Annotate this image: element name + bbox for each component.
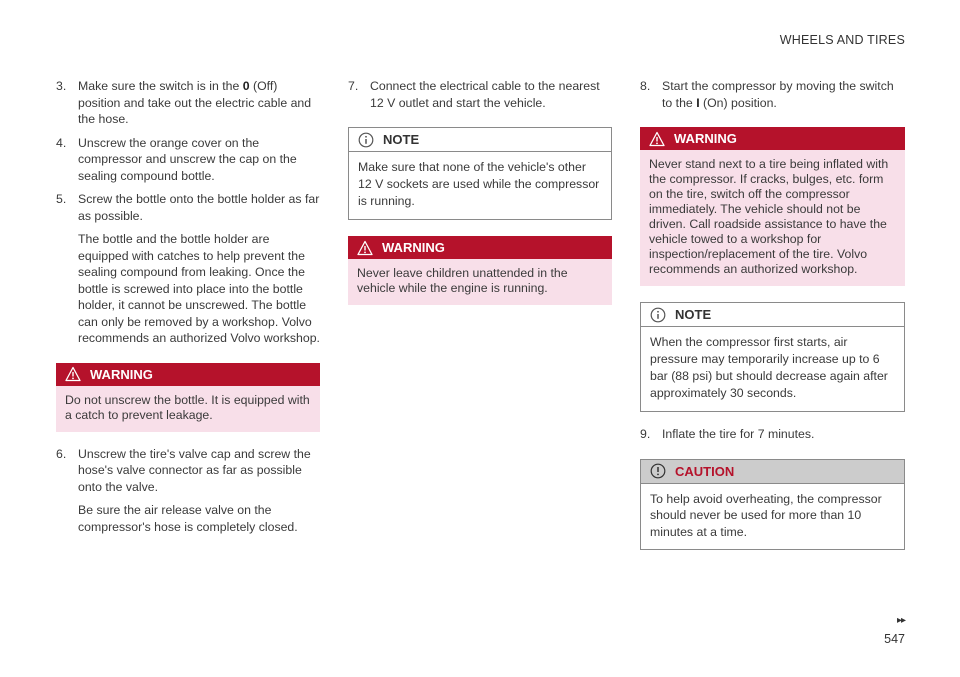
step-text: Screw the bottle onto the bottle holder as far as possible. — [78, 192, 320, 223]
column-1 — [56, 78, 320, 542]
note-box — [348, 127, 612, 220]
warning-title: WARNING — [674, 131, 737, 146]
step-number: 3. — [56, 79, 67, 93]
note-header — [349, 128, 611, 152]
switch-on-symbol: I — [696, 95, 700, 110]
warning-title: WARNING — [90, 366, 153, 382]
column-2 — [348, 78, 612, 319]
warning-text: Do not unscrew the bottle. It is equipped with a catch to prevent leakage. — [56, 386, 320, 432]
warning-header — [640, 127, 905, 150]
warning-header — [56, 363, 320, 386]
next-page-arrow-icon[interactable]: ▸▸ — [896, 615, 905, 626]
page-number: 547 — [884, 632, 905, 646]
exclamation-circle-icon — [650, 463, 666, 479]
note-text: When the compressor first starts, air pressure may temporarily increase up to 6 bar (88 psi) but should decrease again after approximately 30 seconds. — [650, 335, 888, 400]
step-paragraph: Be sure the air release valve on the compressor's hose is completely closed. — [78, 503, 298, 534]
step-9 — [640, 426, 905, 443]
info-circle-icon — [358, 132, 374, 148]
step-5 — [56, 191, 320, 347]
step-text: (Off) position and take out the electric cable and the hose. — [78, 79, 312, 126]
note-header — [641, 303, 904, 327]
step-text: Unscrew the orange cover on the compressor and unscrew the cap on the sealing compound bottle. — [78, 135, 297, 183]
warning-triangle-icon — [357, 240, 373, 256]
caution-header — [641, 460, 904, 484]
step-text: Connect the electrical cable to the nearest 12 V outlet and start the vehicle. — [370, 79, 600, 110]
step-4 — [56, 135, 320, 185]
note-title: NOTE — [383, 132, 420, 147]
warning-box — [640, 127, 905, 286]
step-6 — [56, 446, 320, 536]
caution-text: To help avoid overheating, the compressor should never be used for more than 10 minutes at a time. — [650, 491, 882, 539]
step-number: 4. — [56, 135, 67, 150]
caution-title: CAUTION — [675, 463, 735, 479]
step-text: (On) position. — [699, 95, 777, 110]
step-text: Make sure the switch is in the — [78, 79, 243, 93]
warning-box — [56, 363, 320, 432]
step-number: 7. — [348, 79, 359, 93]
warning-box — [348, 236, 612, 305]
step-number: 8. — [640, 79, 651, 93]
warning-triangle-icon — [649, 131, 665, 147]
step-text: Start the compressor by moving the switch to the — [662, 79, 894, 110]
step-3 — [56, 78, 320, 128]
warning-text: Never stand next to a tire being inflated with the compressor. If cracks, bulges, etc. form on the tire, switch off the compressor immediately. The vehicle should not be driven. Call roadside assistance to have the vehicle towed to a workshop for inspection/replacement of the tire. Volvo recommends an authorized workshop. — [640, 150, 905, 286]
note-box — [640, 302, 905, 412]
step-paragraph: The bottle and the bottle holder are equipped with catches to help prevent the sealing compound from leaking. Once the bottle is screwed into place into the bottle holder, it cannot be unscrewed. The bottle can only be removed by a workshop. Volvo recommends an authorized Volvo workshop. — [78, 232, 320, 345]
warning-text: Never leave children unattended in the vehicle while the engine is running. — [348, 259, 612, 305]
caution-box — [640, 459, 905, 551]
warning-title: WARNING — [382, 240, 445, 255]
switch-off-symbol: 0 — [242, 79, 250, 93]
info-circle-icon — [650, 307, 666, 323]
step-number: 5. — [56, 192, 67, 206]
step-text: Inflate the tire for 7 minutes. — [662, 427, 815, 441]
step-7 — [348, 78, 612, 111]
section-title: WHEELS AND TIRES — [779, 33, 905, 47]
step-8 — [640, 78, 905, 111]
warning-triangle-icon — [65, 366, 81, 382]
note-title: NOTE — [675, 307, 712, 322]
note-text: Make sure that none of the vehicle's other 12 V sockets are used while the compressor is running. — [358, 160, 600, 208]
column-3 — [640, 78, 905, 564]
step-text: Unscrew the tire's valve cap and screw the hose's valve connector as far as possible onto the valve. — [78, 446, 311, 494]
step-number: 6. — [56, 446, 67, 461]
step-number: 9. — [640, 427, 651, 441]
warning-header — [348, 236, 612, 259]
